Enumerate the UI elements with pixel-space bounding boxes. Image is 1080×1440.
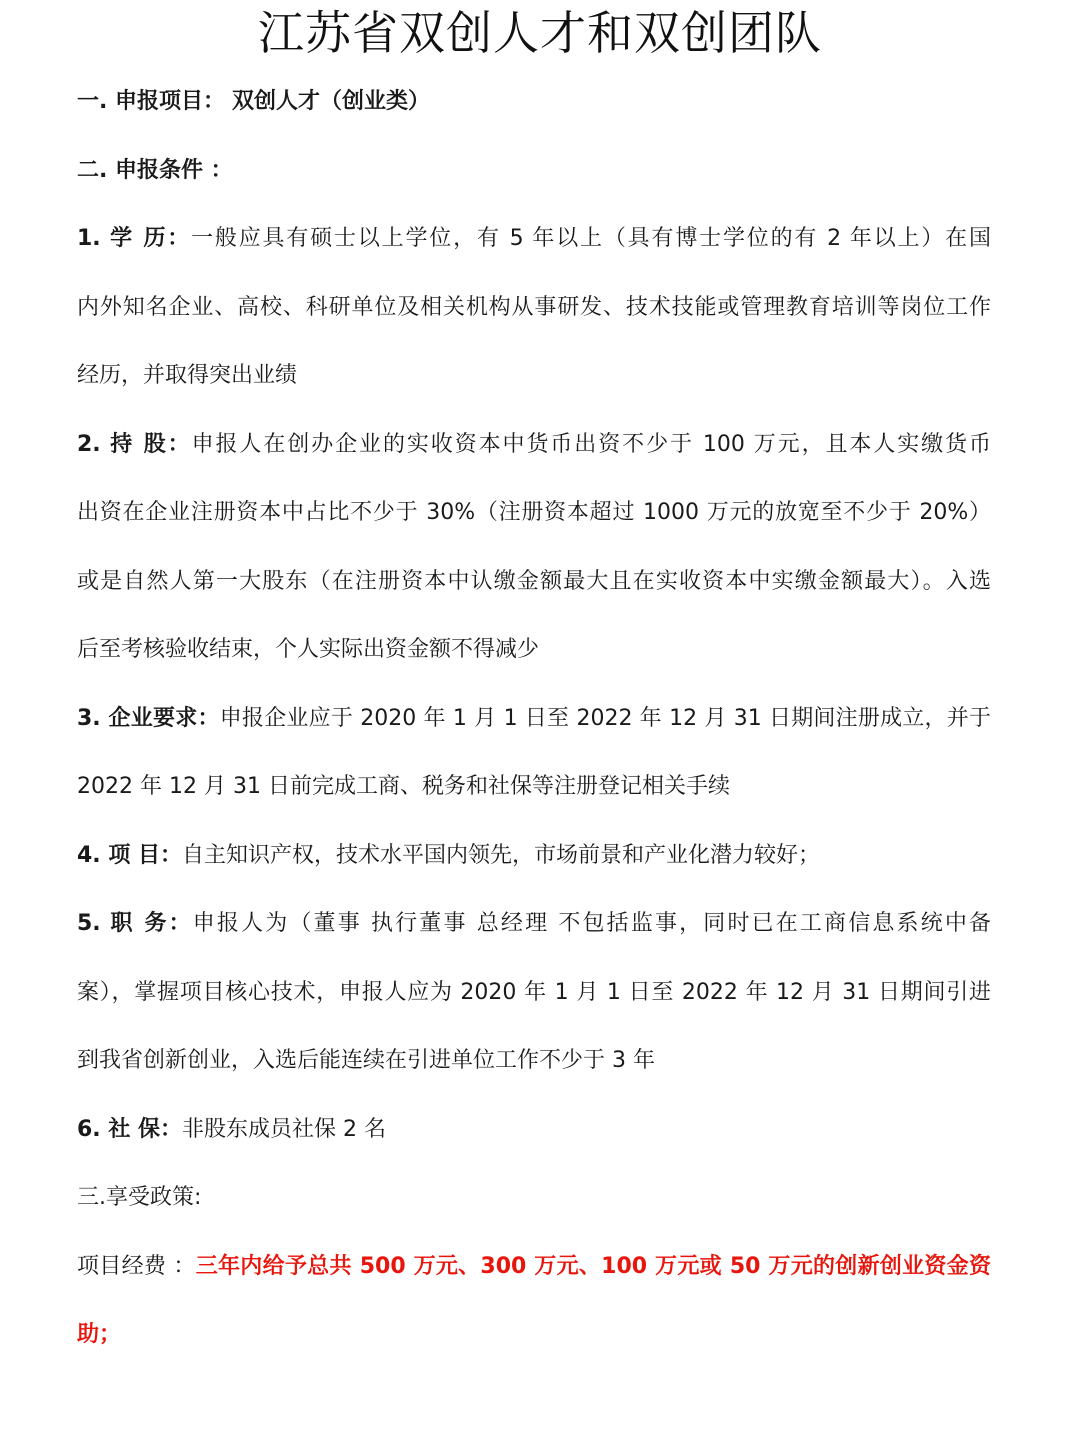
condition-line [77,205,991,274]
condition-label: 4. 项 目： [77,842,182,868]
condition-line: 2022 年 12 月 31 日前完成工商、税务和社保等注册登记相关手续 [77,774,730,799]
condition-label: 6. 社 保： [77,1116,182,1142]
condition-item-enterprise [77,685,991,822]
section-3-heading: 三.享受政策: [77,1185,202,1210]
condition-line [77,1096,991,1165]
condition-line: 或是自然人第一大股东（在注册资本中认缴金额最大且在实收资本中实缴金额最大）。入选 [77,568,991,594]
document-body [77,68,991,1370]
condition-text: 申报人在创办企业的实收资本中货币出资不少于 100 万元，且本人实缴货币 [191,431,992,457]
condition-label: 1. 学 历： [77,226,192,251]
condition-label: 2. 持 股： [77,431,192,457]
condition-line [77,890,991,959]
condition-line: 内外知名企业、高校、科研单位及相关机构从事研发、技术技能或管理教育培训等岗位工作 [77,294,991,320]
funding-label: 项目经费 ： [77,1253,196,1279]
section-1-value: 双创人才（创业类） [232,89,431,114]
condition-text: 非股东成员社保 2 名 [181,1116,386,1142]
condition-text: 自主知识产权，技术水平国内领先，市场前景和产业化潜力较好； [181,842,820,868]
condition-line [77,822,991,891]
funding-line: 助； [77,1322,122,1347]
condition-label: 3. 企业要求： [77,705,220,731]
condition-text: 申报企业应于 2020 年 1 月 1 日至 2022 年 12 月 31 日期间注册成立，并于 [219,705,991,731]
condition-item-shareholding [77,411,991,685]
condition-line: 案），掌握项目核心技术，申报人应为 2020 年 1 月 1 日至 2022 年 12 月 31 日期间引进 [77,979,991,1005]
condition-item-education [77,205,991,411]
section-2-heading: 二. 申报条件 ： [77,157,233,183]
funding-paragraph [77,1233,991,1370]
funding-text: 三年内给予总共 500 万元、300 万元、100 万元或 50 万元的创新创业资金资 [195,1253,992,1279]
condition-line: 到我省创新创业，入选后能连续在引进单位工作不少于 3 年 [77,1048,655,1073]
condition-text: 一般应具有硕士以上学位，有 5 年以上（具有博士学位的有 2 年以上）在国 [191,226,991,251]
condition-label: 5. 职 务： [77,911,193,936]
document-title: 江苏省双创人才和双创团队 [258,6,822,60]
condition-line [77,685,991,754]
funding-line [77,1233,991,1302]
condition-item-project [77,822,991,891]
section-1-heading [77,68,991,137]
condition-item-position [77,890,991,1096]
condition-line: 经历，并取得突出业绩 [77,363,298,388]
condition-line: 出资在企业注册资本中占比不少于 30%（注册资本超过 1000 万元的放宽至不少于 20%） [77,500,991,525]
condition-line [77,411,991,480]
condition-item-social-security [77,1096,991,1165]
condition-text: 申报人为（董事 执行董事 总经理 不包括监事，同时已在工商信息系统中备 [192,911,992,936]
section-1-label: 一. 申报项目： [77,89,226,114]
condition-line: 后至考核验收结束，个人实际出资金额不得减少 [77,637,540,662]
